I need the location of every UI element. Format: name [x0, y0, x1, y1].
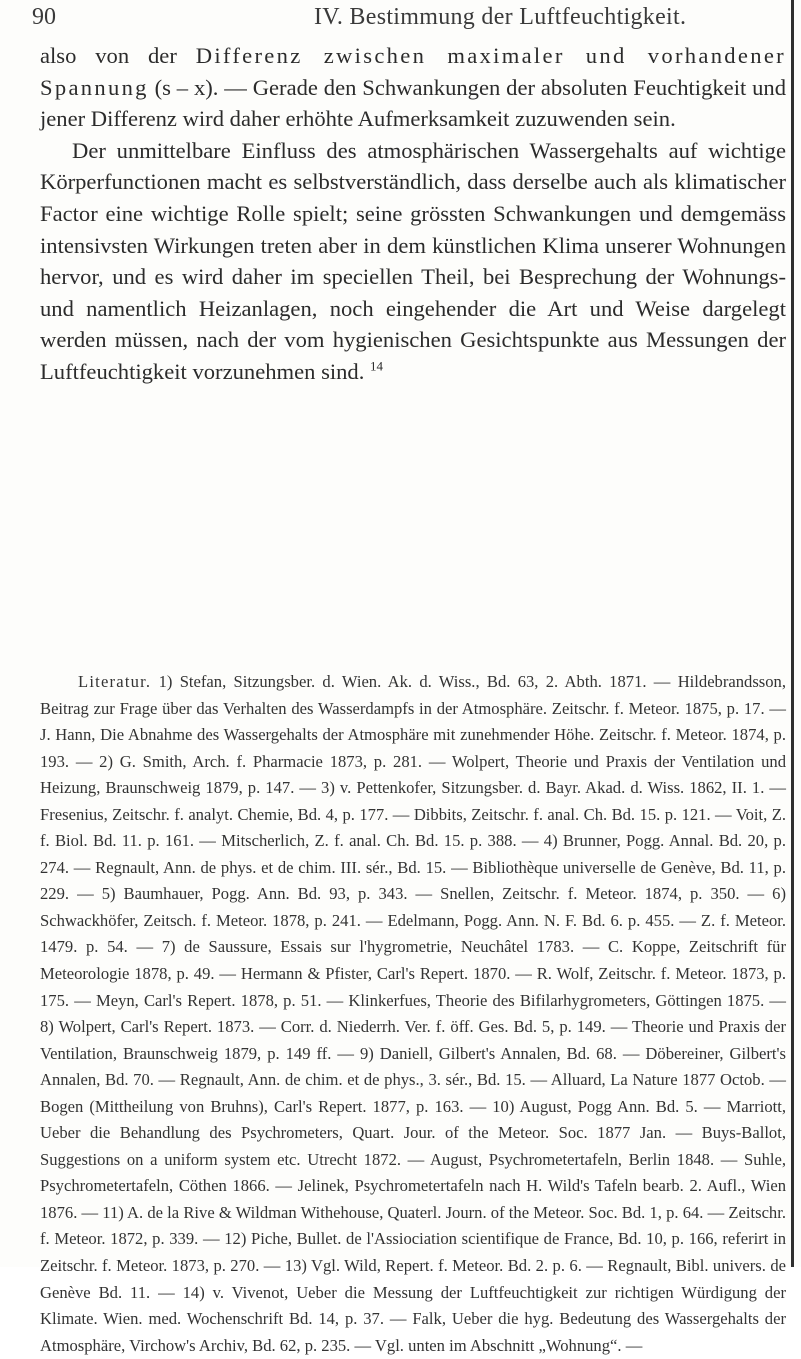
- page-number: 90: [32, 4, 56, 30]
- paragraph-1-rest: (s – x). — Gerade den Schwankungen der absoluten Feuchtigkeit und jener Differenz wird daher erhöhte Aufmerksamkeit zuzuwenden sein.: [40, 74, 786, 132]
- literature-heading: Literatur.: [78, 672, 152, 691]
- page-edge-rule: [791, 0, 794, 1267]
- paragraph-1-lead: also von der: [40, 43, 196, 68]
- main-text: [40, 40, 786, 388]
- footnote-marker: 14: [370, 358, 384, 374]
- paragraph-2-text: Der unmittelbare Einfluss des atmosphärischen Wassergehalts auf wichtige Körperfunctionen macht es selbstverständlich, dass derselbe auch als klimatischer Factor eine wichtige Rolle spielt; seine grössten Schwankungen und demgemäss intensivsten Wirkungen treten aber in dem künstlichen Klima unserer Wohnungen hervor, und es wird daher im speciellen Theil, bei Besprechung der Wohnungs- und namentlich Heizanlagen, noch eingehender die Art und Weise dargelegt werden müssen, nach der vom hygienischen Gesichtspunkte aus Messungen der Luftfeuchtigkeit vorzunehmen sind.: [40, 137, 786, 384]
- page-header: [32, 4, 777, 34]
- running-head: IV. Bestimmung der Luftfeuchtigkeit.: [314, 4, 687, 30]
- literature-section: [40, 669, 786, 1359]
- paragraph-2: [40, 135, 786, 388]
- paragraph-1: [40, 40, 786, 135]
- literature-references: 1) Stefan, Sitzungsber. d. Wien. Ak. d. Wiss., Bd. 63, 2. Abth. 1871. — Hildebrandsson, Beitrag zur Frage über das Verhalten des Wasserdampfs in der Atmosphäre. Zeitschr. f. Meteor. 1875, p. 17. — J. Hann, Die Abnahme des Wassergehalts der Atmosphäre mit zunehmender Höhe. Zeitschr. f. Meteor. 1874, p. 193. — 2) G. Smith, Arch. f. Pharmacie 1873, p. 281. — Wolpert, Theorie und Praxis der Ventilation und Heizung, Braunschweig 1879, p. 147. — 3) v. Pettenkofer, Sitzungsber. d. Bayr. Akad. d. Wiss. 1862, II. 1. — Fresenius, Zeitschr. f. analyt. Chemie, Bd. 4, p. 177. — Dibbits, Zeitschr. f. anal. Ch. Bd. 15. p. 121. — Voit, Z. f. Biol. Bd. 11. p. 161. — Mitscherlich, Z. f. anal. Ch. Bd. 15. p. 388. — 4) Brunner, Pogg. Annal. Bd. 20, p. 274. — Regnault, Ann. de phys. et de chim. III. sér., Bd. 15. — Bibliothèque universelle de Genève, Bd. 11, p. 229. — 5) Baumhauer, Pogg. Ann. Bd. 93, p. 343. — Snellen, Zeitschr. f. Meteor. 1874, p. 350. — 6) Schwackhöfer, Zeitsch. f. Meteor. 1878, p. 241. — Edelmann, Pogg. Ann. N. F. Bd. 6. p. 455. — Z. f. Meteor. 1479. p. 54. — 7) de Saussure, Essais sur l'hygrometrie, Neuchâtel 1783. — C. Koppe, Zeitschrift für Meteorologie 1878, p. 49. — Hermann & Pfister, Carl's Repert. 1870. — R. Wolf, Zeitschr. f. Meteor. 1873, p. 175. — Meyn, Carl's Repert. 1878, p. 51. — Klinkerfues, Theorie des Bifilarhygrometers, Göttingen 1875. — 8) Wolpert, Carl's Repert. 1873. — Corr. d. Niederrh. Ver. f. öff. Ges. Bd. 5, p. 149. — Theorie und Praxis der Ventilation, Braunschweig 1879, p. 149 ff. — 9) Daniell, Gilbert's Annalen, Bd. 68. — Döbereiner, Gilbert's Annalen, Bd. 70. — Regnault, Ann. de chim. et de phys., 3. sér., Bd. 15. — Alluard, La Nature 1877 Octob. — Bogen (Mittheilung von Bruhns), Carl's Repert. 1877, p. 163. — 10) August, Pogg Ann. Bd. 5. — Marriott, Ueber die Behandlung des Psychrometers, Quart. Jour. of the Meteor. Soc. 1877 Jan. — Buys-Ballot, Suggestions on a uniform system etc. Utrecht 1872. — August, Psychrometertafeln, Berlin 1848. — Suhle, Psychrometertafeln, Cöthen 1866. — Jelinek, Psychrometertafeln nach H. Wild's Tafeln bearb. 2. Aufl., Wien 1876. — 11) A. de la Rive & Wildman Withehouse, Quaterl. Journ. of the Meteor. Soc. Bd. 1, p. 64. — Zeitschr. f. Meteor. 1872, p. 339. — 12) Piche, Bullet. de l'Assiociation scientifique de France, Bd. 10, p. 166, referirt in Zeitschr. f. Meteor. 1873, p. 270. — 13) Vgl. Wild, Repert. f. Meteor. Bd. 2. p. 6. — Regnault, Bibl. univers. de Genève Bd. 11. — 14) v. Vivenot, Ueber die Messung der Luftfeuchtigkeit zur richtigen Würdigung der Klimate. Wien. med. Wochenschrift Bd. 14, p. 37. — Falk, Ueber die hyg. Bedeutung des Wassergehalts der Atmosphäre, Virchow's Archiv, Bd. 62, p. 235. — Vgl. unten im Abschnitt „Wohnung“. —: [40, 672, 786, 1355]
- emphasized-term: Differenz zwischen maximaler und vorhandener Spannung: [40, 43, 786, 100]
